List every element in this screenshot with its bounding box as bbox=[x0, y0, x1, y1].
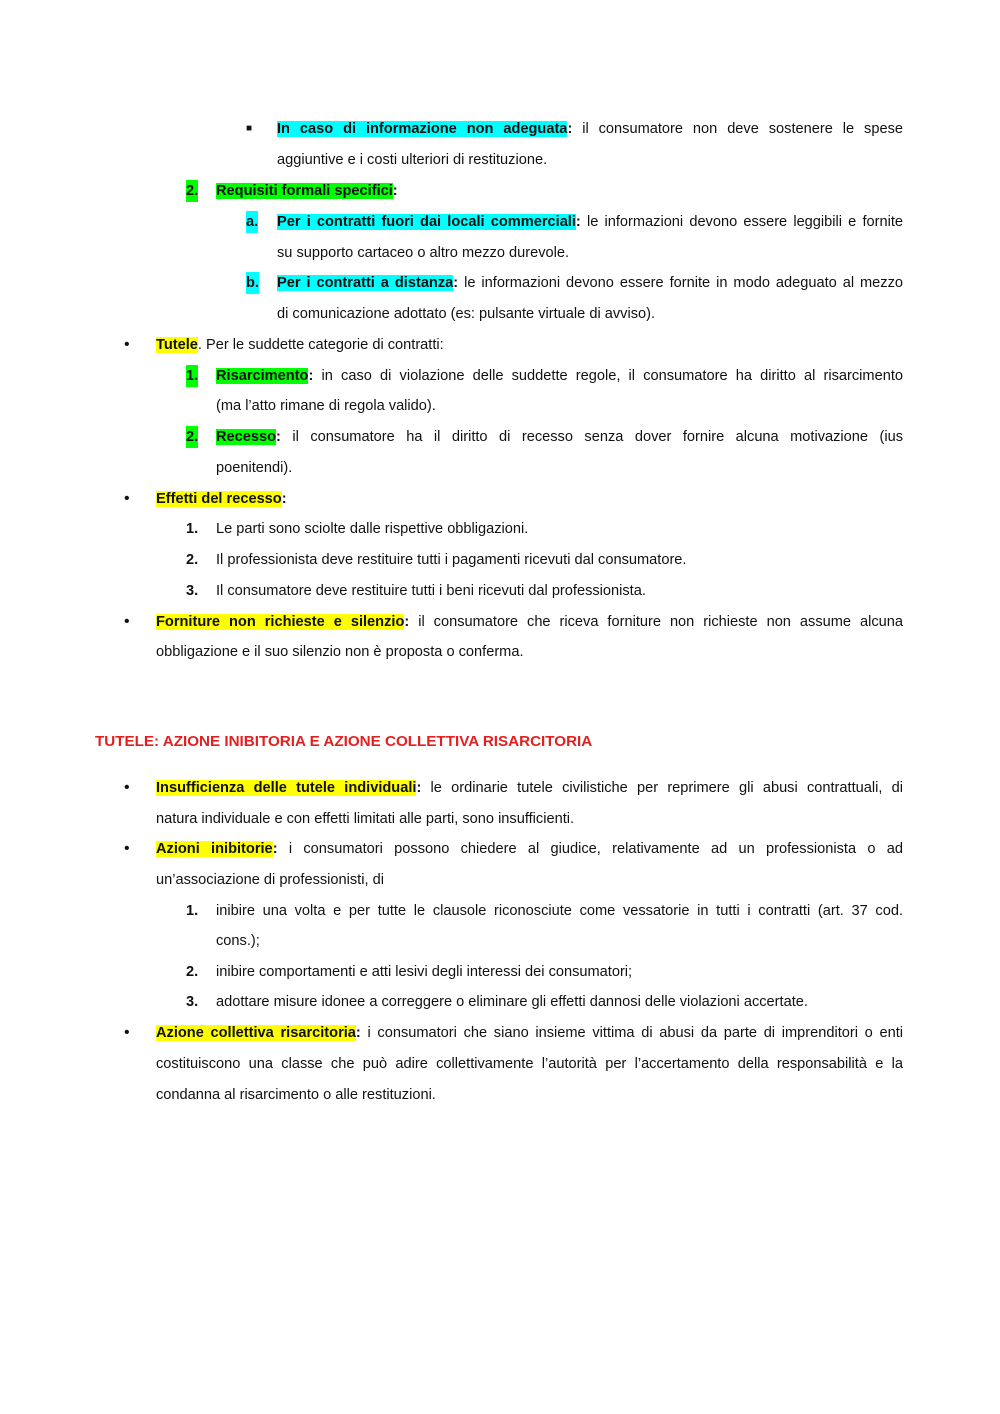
list-number: 2. bbox=[186, 964, 199, 980]
paragraph-informazione-line1: In caso di informazione non adeguata: il consumatore non deve sostenere le spese bbox=[277, 121, 903, 137]
term-risarcimento: Risarcimento bbox=[216, 368, 309, 384]
list-number: 2. bbox=[186, 552, 199, 568]
paragraph-insufficienza-line1: Insufficienza delle tutele individuali: le ordinarie tutele civilistiche per reprimere gli abusi contrattuali, di bbox=[156, 780, 903, 796]
term-a-distanza: Per i contratti a distanza bbox=[277, 275, 454, 291]
list-number: 3. bbox=[186, 583, 199, 599]
paragraph-recesso-line2: poenitendi). bbox=[216, 460, 293, 476]
text: il consumatore non deve sostenere le spese bbox=[582, 121, 903, 137]
term-forniture: Forniture non richieste e silenzio bbox=[156, 614, 405, 630]
list-item-line1: inibire una volta e per tutte le clausole riconosciute come vessatorie in tutti i contratti (art. 37 cod. bbox=[216, 903, 903, 919]
list-number: 2. bbox=[186, 426, 198, 448]
section-heading: TUTELE: AZIONE INIBITORIA E AZIONE COLLETTIVA RISARCITORIA bbox=[95, 733, 593, 750]
list-number: 1. bbox=[186, 365, 198, 387]
bullet-icon: • bbox=[124, 336, 130, 353]
term-azioni-inibitorie: Azioni inibitorie bbox=[156, 841, 273, 857]
paragraph-forniture-line2: obbligazione e il suo silenzio non è proposta o conferma. bbox=[156, 644, 524, 660]
term-informazione-non-adeguata: In caso di informazione non adeguata bbox=[277, 121, 568, 137]
paragraph-collettiva-line1: Azione collettiva risarcitoria: i consumatori che siano insieme vittima di abusi da parte di imprenditori o enti bbox=[156, 1025, 903, 1041]
paragraph-inibitorie-line1: Azioni inibitorie: i consumatori possono chiedere al giudice, relativamente ad un professionista o ad bbox=[156, 841, 903, 857]
term-tutele: Tutele bbox=[156, 337, 198, 353]
term-recesso: Recesso bbox=[216, 429, 277, 445]
list-item-line2: cons.); bbox=[216, 933, 260, 949]
term-insufficienza: Insufficienza delle tutele individuali bbox=[156, 780, 417, 796]
bullet-icon: • bbox=[124, 1024, 130, 1041]
paragraph-req-b-line1: Per i contratti a distanza: le informazioni devono essere fornite in modo adeguato al mezzo bbox=[277, 275, 903, 291]
list-item: inibire comportamenti e atti lesivi degli interessi dei consumatori; bbox=[216, 964, 633, 980]
term-requisiti-formali: Requisiti formali specifici bbox=[216, 183, 393, 199]
list-number: 1. bbox=[186, 521, 199, 537]
paragraph-collettiva-line2: costituiscono una classe che può adire collettivamente l’autorità per l’accertamento della responsabilità e la bbox=[156, 1056, 903, 1072]
bullet-icon: • bbox=[124, 840, 130, 857]
bullet-icon: • bbox=[124, 490, 130, 507]
list-letter: b. bbox=[246, 272, 259, 294]
list-letter: a. bbox=[246, 211, 258, 233]
paragraph-forniture-line1: Forniture non richieste e silenzio: il consumatore che riceva forniture non richieste non assume alcuna bbox=[156, 614, 903, 630]
paragraph-collettiva-line3: condanna al risarcimento o alle restituzioni. bbox=[156, 1087, 436, 1103]
paragraph-insufficienza-line2: natura individuale e con effetti limitati alle parti, sono insufficienti. bbox=[156, 811, 575, 827]
effetti-heading: Effetti del recesso: bbox=[156, 491, 287, 507]
paragraph-risarcimento-line1: Risarcimento: in caso di violazione delle suddette regole, il consumatore ha diritto al risarcimento bbox=[216, 368, 903, 384]
list-item: Il professionista deve restituire tutti i pagamenti ricevuti dal consumatore. bbox=[216, 552, 687, 568]
requisiti-heading: Requisiti formali specifici: bbox=[216, 183, 398, 199]
paragraph-recesso-line1: Recesso: il consumatore ha il diritto di recesso senza dover fornire alcuna motivazione (ius bbox=[216, 429, 903, 445]
term-fuori-locali: Per i contratti fuori dai locali commerciali bbox=[277, 214, 576, 230]
paragraph-req-b-line2: di comunicazione adottato (es: pulsante virtuale di avviso). bbox=[277, 306, 656, 322]
list-number: 2. bbox=[186, 180, 198, 202]
paragraph-risarcimento-line2: (ma l’atto rimane di regola valido). bbox=[216, 398, 436, 414]
bullet-icon: • bbox=[124, 613, 130, 630]
list-item: Il consumatore deve restituire tutti i beni ricevuti dal professionista. bbox=[216, 583, 646, 599]
paragraph-req-a-line1: Per i contratti fuori dai locali commerciali: le informazioni devono essere leggibili e fornite bbox=[277, 214, 903, 230]
list-number: 1. bbox=[186, 903, 199, 919]
bullet-icon: • bbox=[124, 779, 130, 796]
list-item: Le parti sono sciolte dalle rispettive obbligazioni. bbox=[216, 521, 529, 537]
paragraph-informazione-line2: aggiuntive e i costi ulteriori di restituzione. bbox=[277, 152, 548, 168]
paragraph-req-a-line2: su supporto cartaceo o altro mezzo durevole. bbox=[277, 245, 570, 261]
square-bullet-icon: ■ bbox=[246, 123, 253, 134]
list-number: 3. bbox=[186, 994, 199, 1010]
term-effetti-recesso: Effetti del recesso bbox=[156, 491, 282, 507]
paragraph-inibitorie-line2: un’associazione di professionisti, di bbox=[156, 872, 384, 888]
tutele-heading: Tutele. Per le suddette categorie di contratti: bbox=[156, 337, 444, 353]
list-item: adottare misure idonee a correggere o eliminare gli effetti dannosi delle violazioni accertate. bbox=[216, 994, 808, 1010]
term-azione-collettiva: Azione collettiva risarcitoria bbox=[156, 1025, 356, 1041]
